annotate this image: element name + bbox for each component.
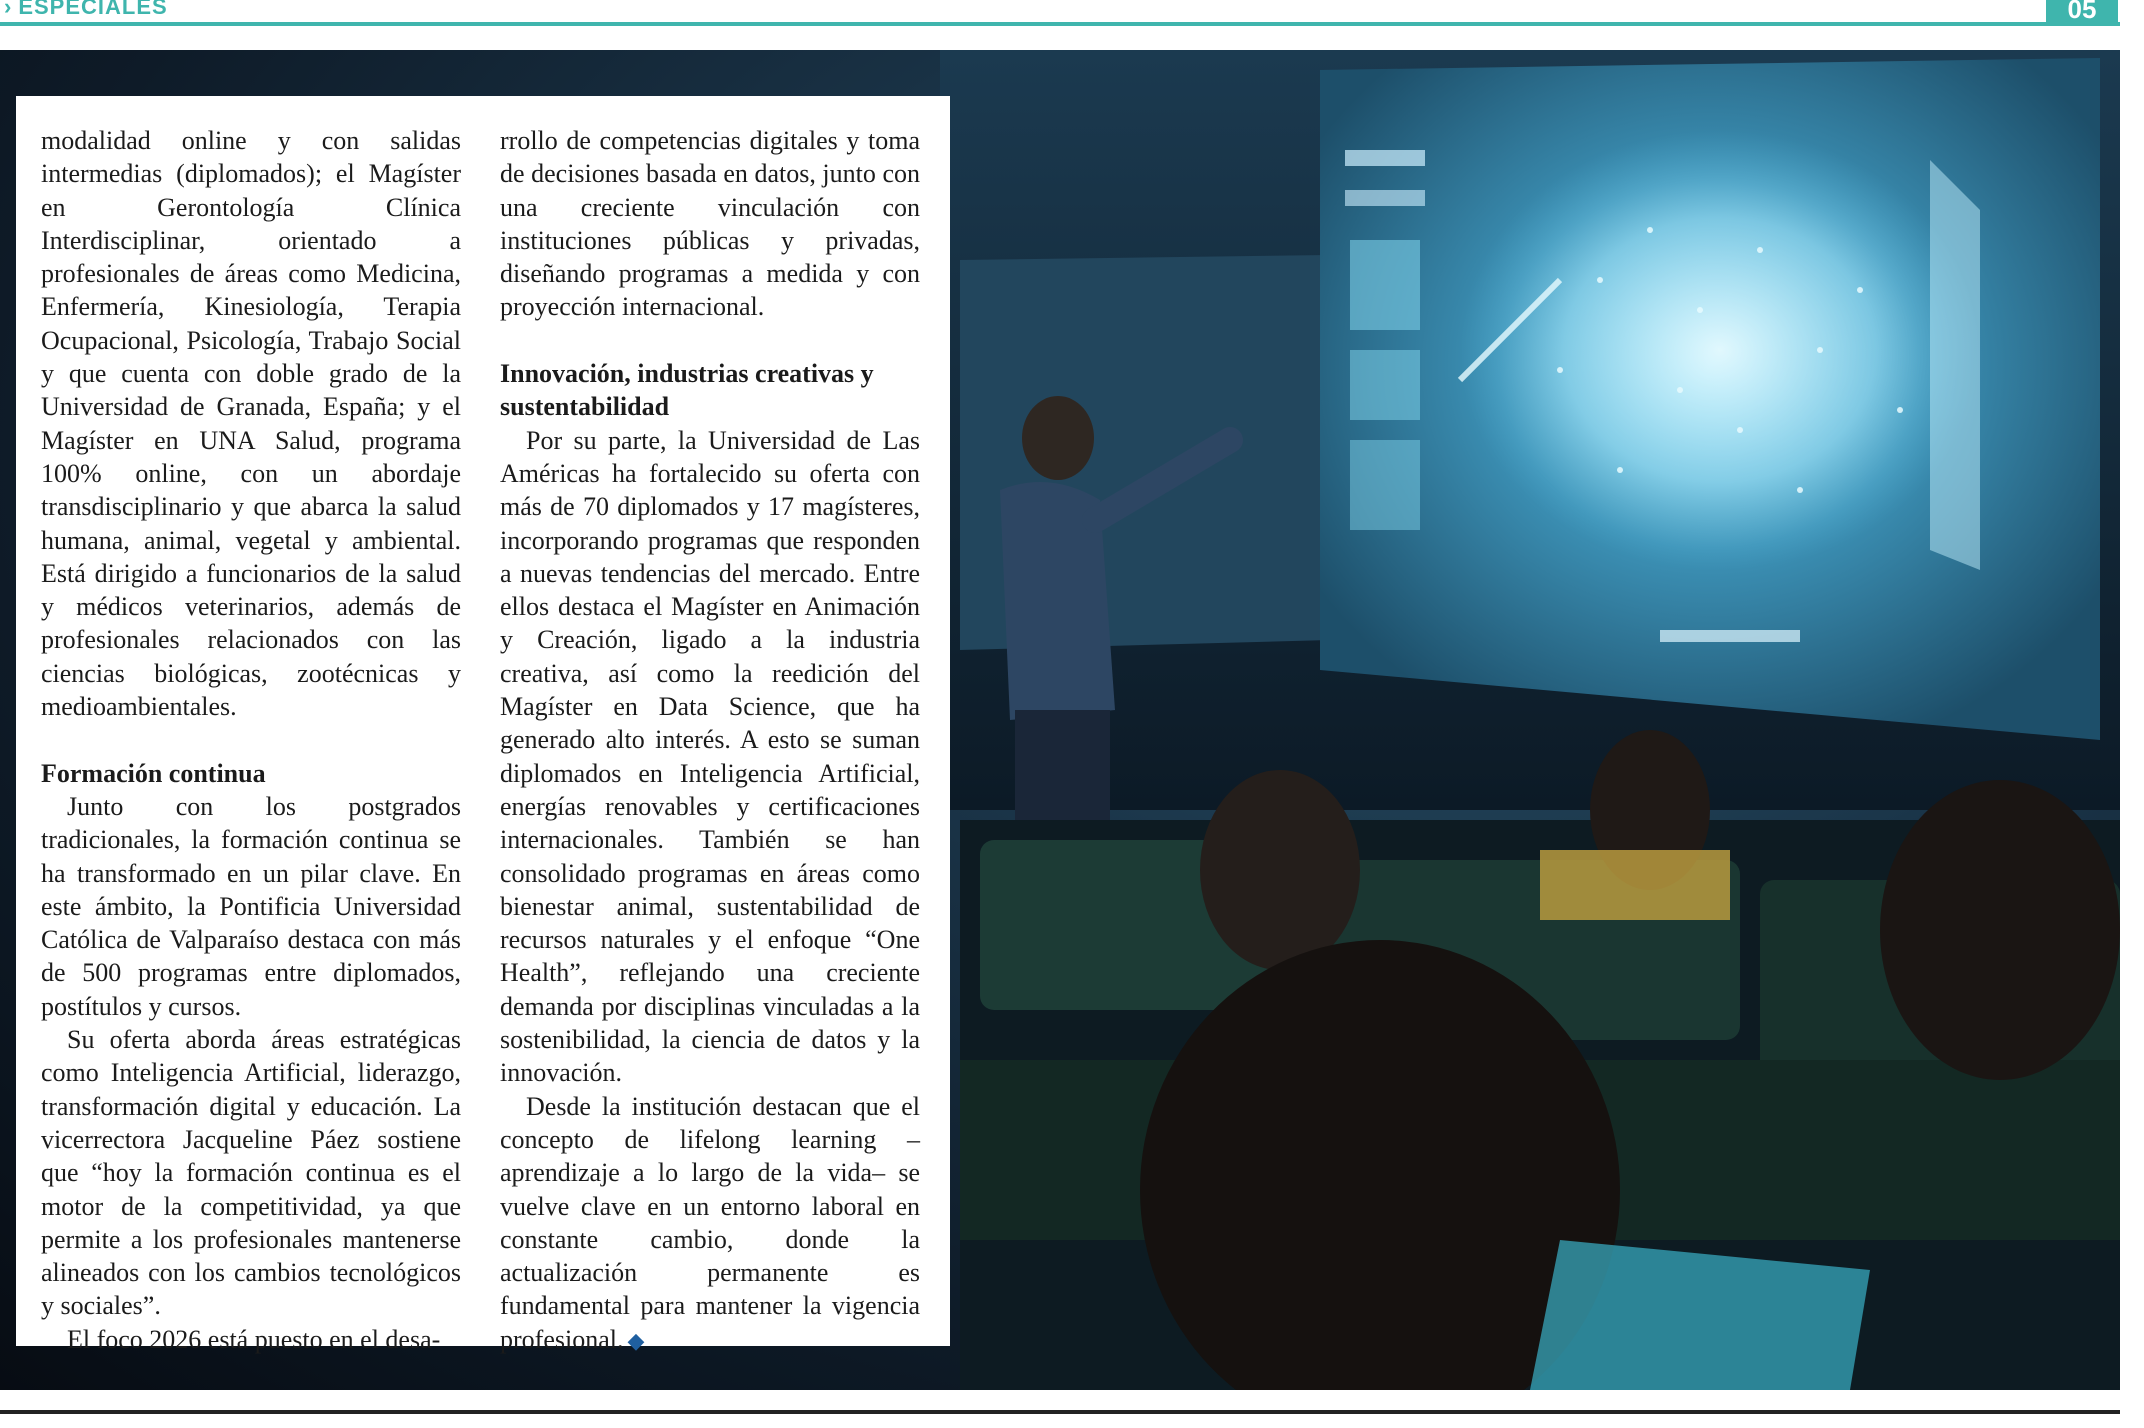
article-column-left (41, 124, 461, 1356)
paragraph: modalidad online y con salidas intermedias (diplomados); el Magíster en Gerontología Clínica Interdisciplinar, orientado a profesionales de áreas como Medicina, Enfermería, Kinesiología, Terapia Ocupacional, Psicología, Trabajo Social y que cuenta con doble grado de la Universidad de Granada, España; y el Magíster en UNA Salud, programa 100% online, con un abordaje transdisciplinario y que abarca la salud humana, animal, vegetal y ambiental. Está dirigido a funcionarios de la salud y médicos veterinarios, además de profesionales relacionados con las ciencias biológicas, zootécnicas y medioambientales. (41, 126, 461, 722)
section-label (4, 0, 168, 20)
article-text-box (16, 96, 950, 1354)
header-rule (0, 22, 2120, 26)
bottom-rule (0, 1410, 2120, 1414)
paragraph: rrollo de competencias digitales y toma de decisiones basada en datos, junto con una creciente vinculación con instituciones públicas y privadas, diseñando programas a medida y con proyección internacional. (500, 126, 920, 322)
paragraph: El foco 2026 está puesto en el desa- (67, 1324, 441, 1354)
section-name: ESPECIALES (18, 0, 168, 19)
paragraph (500, 1090, 920, 1357)
paragraph: Por su parte, la Universidad de Las Américas ha fortalecido su oferta con más de 70 diplomados y 17 magísteres, incorporando programas que responden a nuevas tendencias del mercado. Entre ellos destaca el Magíster en Animación y Creación, ligado a la industria creativa, así como la reedición del Magíster en Data Science, que ha generado alto interés. A esto se suman diplomados en Inteligencia Artificial, energías renovables y certificaciones internacionales. También se han consolidado programas en áreas como bienestar animal, sustentabilidad de recursos naturales y el enfoque “One Health”, reflejando una creciente demanda por disciplinas vinculadas a la sostenibilidad, la ciencia de datos y la innovación. (500, 425, 920, 1088)
page-number: 05 (2046, 0, 2118, 26)
subheading-innovacion: Innovación, industrias creativas y sustentabilidad (500, 359, 874, 422)
paragraph: Su oferta aborda áreas estratégicas como Inteligencia Artificial, liderazgo, transformación digital y educación. La vicerrectora Jacqueline Páez sostiene que “hoy la formación continua es el motor de la competitividad, ya que permite a los profesionales mantenerse alineados con los cambios tecnológicos y sociales”. (41, 1025, 461, 1321)
paragraph: Junto con los postgrados tradicionales, la formación continua se ha transformado en un pilar clave. En este ámbito, la Pontificia Universidad Católica de Valparaíso destaca con más de 500 programas entre diplomados, postítulos y cursos. (41, 791, 461, 1021)
end-of-article-diamond-icon: ◆ (627, 1327, 645, 1353)
section-mark-icon: › (4, 0, 13, 19)
article-column-right (500, 124, 920, 1357)
subheading-formacion-continua: Formación continua (41, 758, 266, 788)
paragraph-text: Desde la institución destacan que el concepto de lifelong learning –aprendizaje a lo largo de la vida– se vuelve clave en un entorno laboral en constante cambio, donde la actualización permanente es fundamental para mantener la vigencia profesional. (500, 1091, 920, 1354)
